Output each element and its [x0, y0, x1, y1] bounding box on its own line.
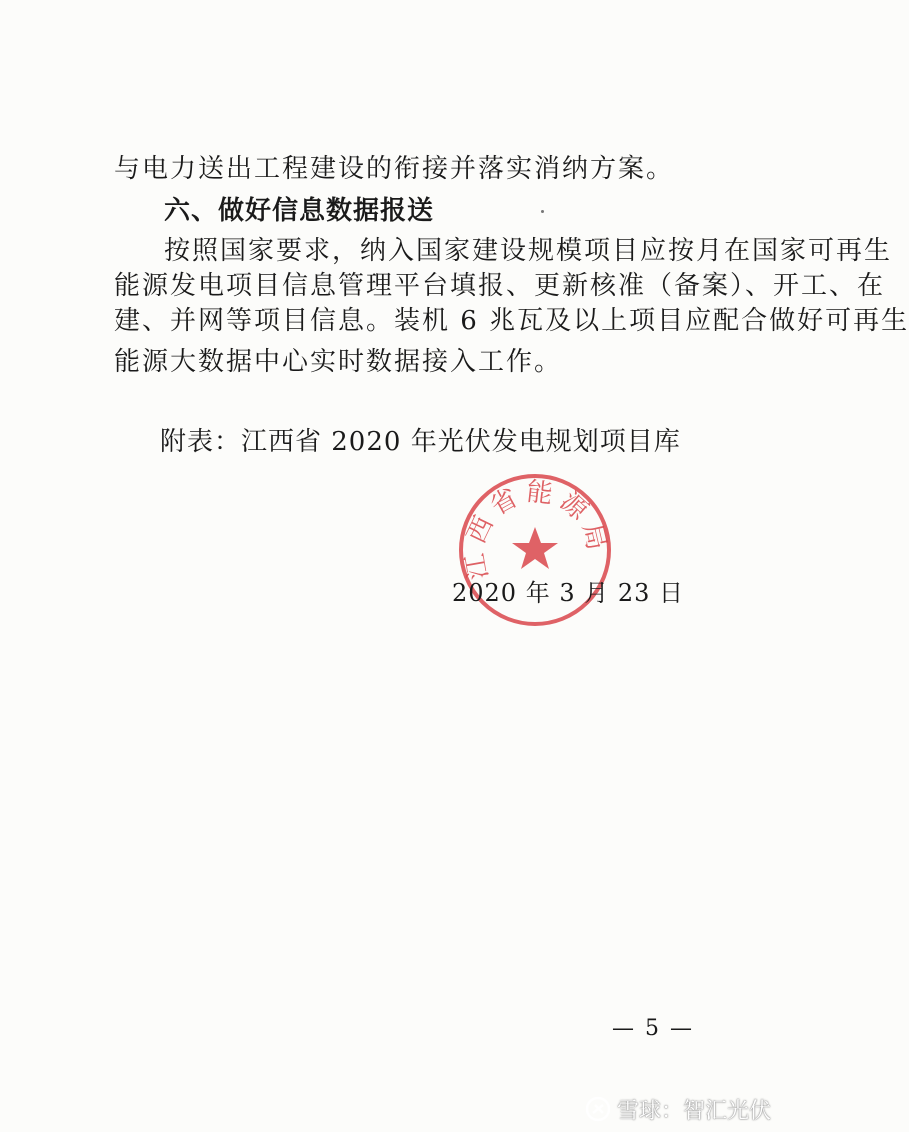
- snowball-logo-icon: [585, 1096, 611, 1122]
- watermark-text: 雪球：智汇光伏: [617, 1098, 772, 1124]
- watermark: [585, 1094, 771, 1124]
- body-line-4: 建、并网等项目信息。装机 6 兆瓦及以上项目应配合做好可再生: [114, 306, 909, 336]
- body-line-2: 按照国家要求，纳入国家建设规模项目应按月在国家可再生: [164, 236, 893, 266]
- body-line-5: 能源大数据中心实时数据接入工作。: [114, 347, 563, 377]
- section-heading: 六、做好信息数据报送: [164, 196, 435, 226]
- svg-text:江西省能源局: 江西省能源局: [459, 476, 613, 582]
- body-line-3: 能源发电项目信息管理平台填报、更新核准（备案）、开工、在: [114, 271, 886, 301]
- page-number: — 5 —: [612, 1016, 694, 1041]
- scan-speck: [541, 210, 544, 213]
- body-line-1: 与电力送出工程建设的衔接并落实消纳方案。: [114, 154, 675, 184]
- attachment-note: 附表：江西省 2020 年光伏发电规划项目库: [160, 427, 681, 457]
- issue-date: 2020 年 3 月 23 日: [452, 579, 685, 607]
- seal-star-icon: [512, 527, 558, 569]
